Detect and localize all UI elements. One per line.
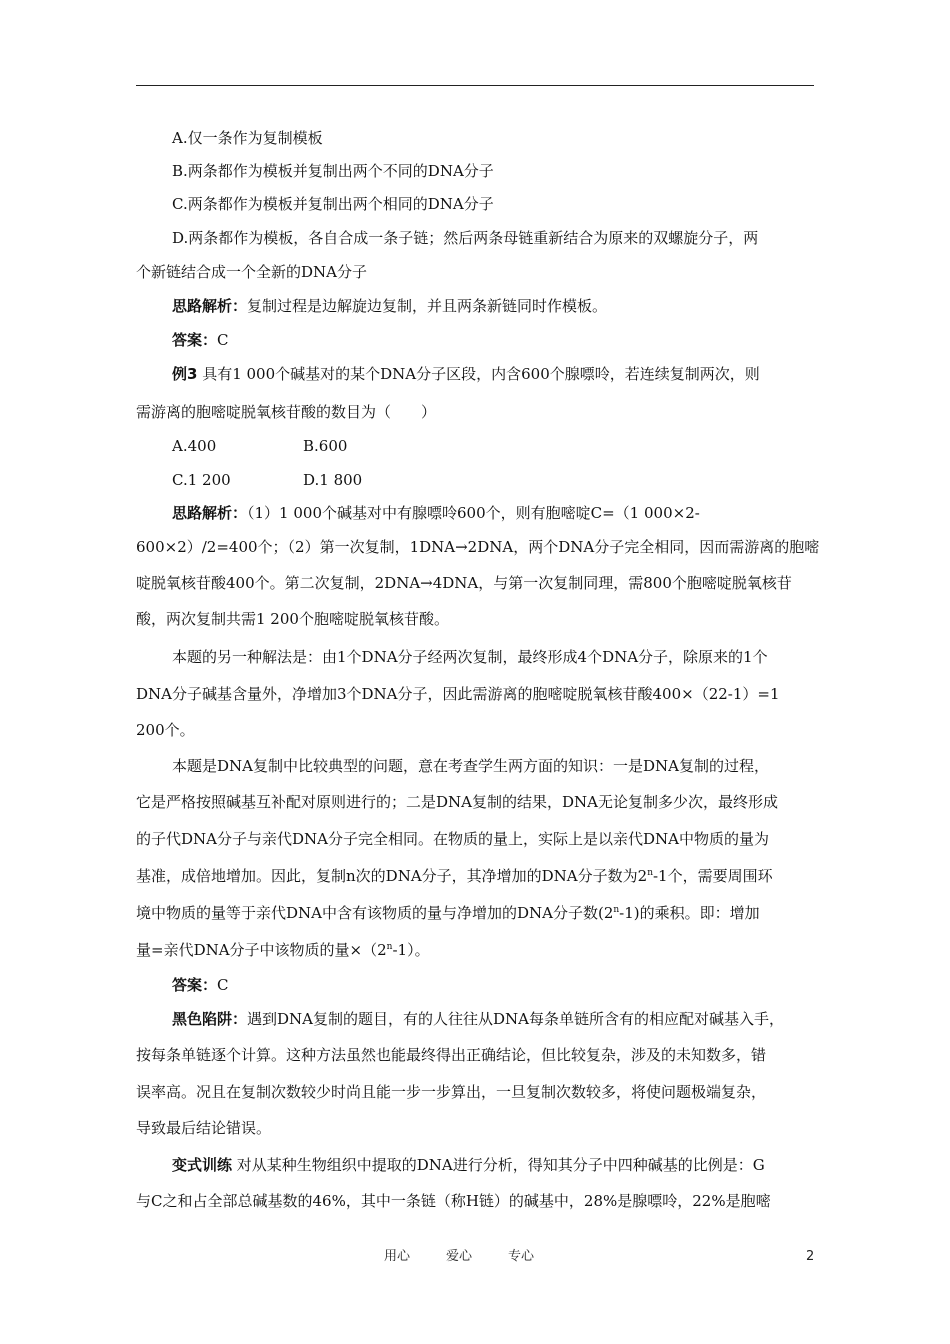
header-rule bbox=[136, 85, 814, 86]
variant-line2: 与C之和占全部总碱基数的46%，其中一条链（称H链）的碱基中，28%是腺嘌呤，22%是胞嘧 bbox=[136, 1192, 771, 1210]
ex3-answer bbox=[172, 975, 229, 995]
answer-label: 答案： bbox=[172, 976, 218, 994]
variant-text1: 对从某种生物组织中提取的DNA进行分析，得知其分子中四种碱基的比例是：G bbox=[232, 1156, 765, 1174]
ex3-analysis-label: 思路解析： bbox=[172, 504, 248, 522]
ex3-analysis-line3: 啶脱氧核苷酸400个。第二次复制，2DNA→4DNA，与第一次复制同理，需800个胞嘧啶脱氧核苷 bbox=[136, 574, 792, 592]
superscript-n: n bbox=[386, 942, 393, 952]
footer-motto-3: 专心 bbox=[508, 1249, 535, 1264]
discussion-line6 bbox=[136, 940, 430, 960]
ex3-analysis-line1 bbox=[172, 503, 700, 523]
discussion-line2: 它是严格按照碱基互补配对原则进行的；二是DNA复制的结果，DNA无论复制多少次，最终形成 bbox=[136, 793, 778, 811]
discussion-line4-b: -1个，需要周围环 bbox=[652, 867, 773, 885]
ex3-option-d: D.1 800 bbox=[303, 471, 363, 489]
superscript-n: n bbox=[613, 905, 620, 915]
discussion-line3: 的子代DNA分子与亲代DNA分子完全相同。在物质的量上，实际上是以亲代DNA中物质的量为 bbox=[136, 830, 769, 848]
footer-motto-2: 爱心 bbox=[446, 1249, 473, 1264]
answer-text: C bbox=[217, 976, 229, 994]
discussion-line5 bbox=[136, 903, 760, 923]
analysis-text: 复制过程是边解旋边复制，并且两条新链同时作模板。 bbox=[247, 297, 608, 315]
pitfall-line4: 导致最后结论错误。 bbox=[136, 1119, 272, 1137]
discussion-line4 bbox=[136, 866, 773, 886]
ex3-analysis-line2: 600×2）/2=400个；（2）第一次复制，1DNA→2DNA，两个DNA分子完全相同，因而需游离的胞嘧 bbox=[136, 538, 820, 556]
pitfall-line2: 按每条单链逐个计算。这种方法虽然也能最终得出正确结论，但比较复杂，涉及的未知数多，错 bbox=[136, 1046, 767, 1064]
answer-label: 答案： bbox=[172, 331, 218, 349]
option-a: A.仅一条作为复制模板 bbox=[172, 129, 323, 147]
ex3-option-b: B.600 bbox=[303, 437, 348, 455]
ex3-analysis-line4: 酸，两次复制共需1 200个胞嘧啶脱氧核苷酸。 bbox=[136, 610, 449, 628]
variant-line1 bbox=[172, 1155, 765, 1175]
example3-text: 具有1 000个碱基对的某个DNA分子区段，内含600个腺嘌呤，若连续复制两次，则 bbox=[197, 365, 760, 383]
pitfall-text1: 遇到DNA复制的题目，有的人往往从DNA每条单链所含有的相应配对碱基入手， bbox=[247, 1010, 784, 1028]
alt-method-line2: DNA分子碱基含量外，净增加3个DNA分子，因此需游离的胞嘧啶脱氧核苷酸400×（22-1）=1 bbox=[136, 685, 780, 703]
discussion-line5-a: 境中物质的量等于亲代DNA中含有该物质的量与净增加的DNA分子数(2 bbox=[136, 904, 614, 922]
pitfall-line3: 误率高。况且在复制次数较少时尚且能一步一步算出，一旦复制次数较多，将使问题极端复杂， bbox=[136, 1083, 767, 1101]
discussion-line1: 本题是DNA复制中比较典型的问题，意在考查学生两方面的知识：一是DNA复制的过程， bbox=[172, 757, 769, 775]
pitfall-label: 黑色陷阱： bbox=[172, 1010, 248, 1028]
example3-options-row2 bbox=[172, 470, 472, 490]
example3-label: 例3 bbox=[172, 365, 198, 383]
discussion-line4-a: 基准，成倍地增加。因此，复制n次的DNA分子，其净增加的DNA分子数为2 bbox=[136, 867, 648, 885]
ex3-option-a: A.400 bbox=[172, 437, 217, 455]
option-d-line2: 个新链结合成一个全新的DNA分子 bbox=[136, 263, 367, 281]
superscript-n: n bbox=[647, 868, 653, 878]
example3-options-row1 bbox=[172, 436, 472, 456]
example3-line1 bbox=[172, 364, 760, 384]
answer-text: C bbox=[217, 331, 229, 349]
variant-label: 变式训练 bbox=[172, 1156, 233, 1174]
example3-line2: 需游离的胞嘧啶脱氧核苷酸的数目为（ ） bbox=[136, 403, 437, 421]
q2-answer bbox=[172, 330, 229, 350]
footer-motto-1: 用心 bbox=[384, 1249, 411, 1264]
page-number: 2 bbox=[806, 1249, 815, 1264]
option-b: B.两条都作为模板并复制出两个不同的DNA分子 bbox=[172, 162, 494, 180]
alt-method-line1: 本题的另一种解法是：由1个DNA分子经两次复制，最终形成4个DNA分子，除原来的1个 bbox=[172, 648, 768, 666]
discussion-line6-b: -1）。 bbox=[392, 941, 430, 959]
q2-analysis bbox=[172, 296, 607, 316]
option-d-line1: D.两条都作为模板，各自合成一条子链；然后两条母链重新结合为原来的双螺旋分子，两 bbox=[172, 229, 759, 247]
discussion-line5-b: -1)的乘积。即：增加 bbox=[619, 904, 760, 922]
option-c: C.两条都作为模板并复制出两个相同的DNA分子 bbox=[172, 195, 494, 213]
ex3-analysis-text1: （1）1 000个碱基对中有腺嘌呤600个，则有胞嘧啶C=（1 000×2- bbox=[247, 504, 700, 522]
pitfall-line1 bbox=[172, 1009, 784, 1029]
ex3-option-c: C.1 200 bbox=[172, 471, 231, 489]
analysis-label: 思路解析： bbox=[172, 297, 248, 315]
alt-method-line3: 200个。 bbox=[136, 721, 195, 739]
discussion-line6-a: 量=亲代DNA分子中该物质的量×（2 bbox=[136, 941, 387, 959]
